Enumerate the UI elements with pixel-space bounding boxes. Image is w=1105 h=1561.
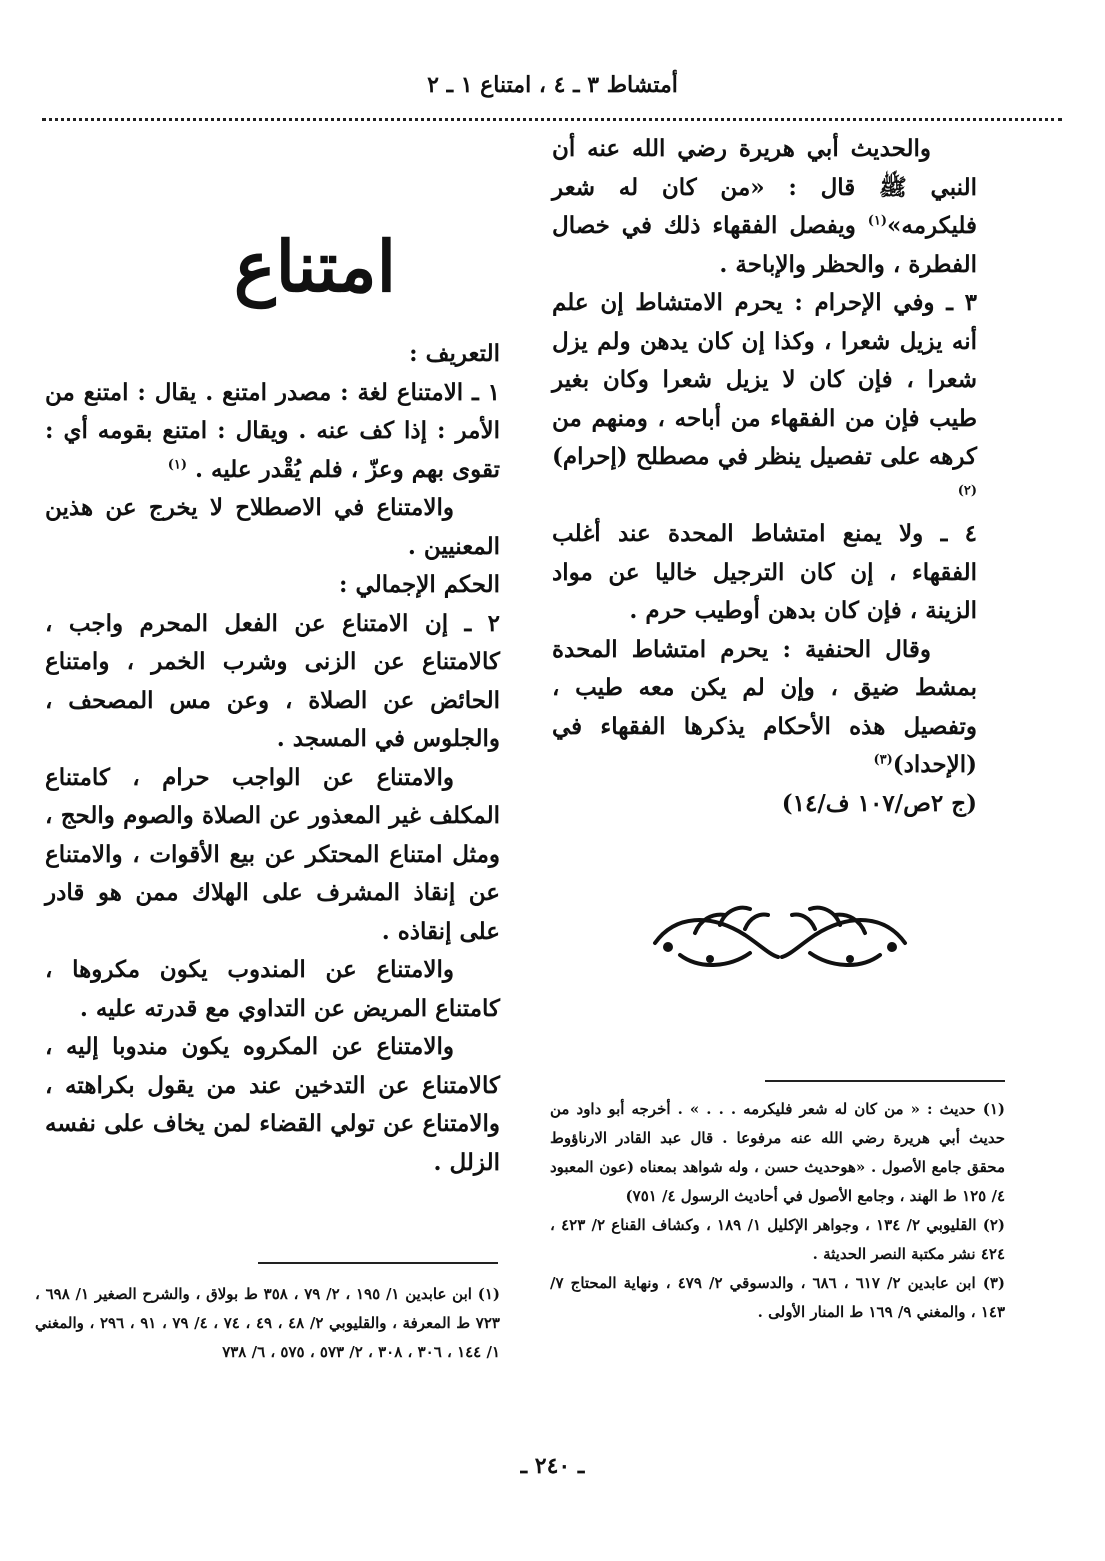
ornament-curve [745, 915, 768, 929]
paragraph-text: والحديث أبي هريرة رضي الله عنه أن النبي ﷺ قال : «من كان له شعر فليكرمه» [552, 135, 977, 239]
footnote-ref: (١) [167, 456, 187, 472]
paragraph-technical: والامتناع في الاصطلاح لا يخرج عن هذين المعنيين . [45, 494, 500, 560]
right-column [552, 130, 977, 823]
paragraph-hanafiyya [552, 631, 977, 785]
ornament-curve [680, 953, 750, 965]
ornament-curve [782, 920, 905, 957]
ornament-curve [810, 908, 840, 925]
section-heading-ruling: الحكم الإجمالي : [339, 571, 500, 598]
paragraph-definition [45, 374, 500, 490]
ornament-dot [706, 955, 714, 963]
footnote-ref: (٢) [957, 482, 977, 498]
footnote: (١) حديث : « من كان له شعر فليكرمه . . . » . أخرجه أبو داود من حديث أبي هريرة رضي الله عنه مرفوعا . قال عبد القادر الارناؤوط محقق جامع الأصول . «هوحديث حسن ، وله شواهد بمعناه (عون المعبود ٤/ ١٢٥ ط الهند ، وجامع الأصول في أحاديث الرسول ٤/ ٧٥١) [550, 1100, 1005, 1205]
ornament-dot [887, 942, 897, 952]
footnote-rule [258, 1262, 498, 1264]
paragraph-ruling: ٢ ـ إن الامتناع عن الفعل المحرم واجب ، كالامتناع عن الزنى وشرب الخمر ، وامتناع الحائض عن الصلاة ، وعن مس المصحف ، والجلوس في المسجد . [45, 609, 500, 752]
footnote-ref: (٣) [873, 752, 893, 768]
footnotes-left [35, 1280, 500, 1367]
paragraph-makruh: والامتناع عن المكروه يكون مندوبا إليه ، كالامتناع عن التدخين عند من يقول بكراهته ، والامتناع عن تولي القضاء لمن يخاف على نفسه الزلل . [45, 1033, 500, 1176]
paragraph-text: ١ ـ الامتناع لغة : مصدر امتنع . يقال : امتنع من الأمر : إذا كف عنه . ويقال : امتنع بقومه أي : تقوى بهم وعزّ ، فلم يُقْدر عليه . [45, 378, 500, 483]
paragraph-mandub: والامتناع عن المندوب يكون مكروها ، كامتناع المريض عن التداوي مع قدرته عليه . [45, 956, 500, 1022]
footnotes-right [550, 1095, 1005, 1327]
footnote: (١) ابن عابدين ١/ ١٩٥ ، ٢/ ٧٩ ، ٣٥٨ ط بولاق ، والشرح الصغير ١/ ٦٩٨ ، ٧٢٣ ط المعرفة ، والقليوبي ٢/ ٤٨ ، ٤٩ ، ٧٤ ، ٤/ ٧٩ ، ٩١ ، ٢٩٦ ، والمغني ١/ ١٤٤ ، ٣٠٦ ، ٣٠٨ ، ٢/ ٥٧٣ ، ٥٧٥ ، ٦/ ٧٣٨ [35, 1285, 500, 1361]
ornament-curve [810, 953, 880, 965]
paragraph-mohidda: ٤ ـ ولا يمنع امتشاط المحدة عند أغلب الفقهاء ، إن كان الترجيل خاليا عن مواد الزينة ، فإن كان بدهن أوطيب حرم . [552, 520, 977, 624]
section-heading-definition: التعريف : [409, 340, 500, 367]
ornament-curve [655, 920, 778, 957]
ornament-dot [663, 942, 673, 952]
footnote: (٢) القليوبي ٢/ ١٣٤ ، وجواهر الإكليل ١/ ١٨٩ ، وكشاف القناع ٢/ ٤٢٣ ، ٤٢٤ نشر مكتبة النصر الحديثة . [550, 1216, 1006, 1263]
paragraph-ihram [552, 284, 977, 515]
page-number: ـ ٢٤٠ ـ [520, 1453, 585, 1479]
entry-title: امتناع [233, 225, 397, 308]
footnote-ref: (١) [867, 213, 888, 229]
ornament-curve [792, 915, 815, 929]
footnote: (٣) ابن عابدين ٢/ ٦١٧ ، ٦٨٦ ، والدسوقي ٢/ ٤٧٩ ، ونهاية المحتاج ٧/ ١٤٣ ، والمغني ٩/ ١٦٩ ط المنار الأولى . [550, 1274, 1006, 1321]
header-dotted-rule [42, 118, 1062, 121]
footnote-rule [765, 1080, 1005, 1082]
running-header: أمتشاط ٣ ـ ٤ ، امتناع ١ ـ ٢ [427, 72, 678, 98]
left-column [45, 335, 500, 1182]
ornament-divider [650, 895, 910, 975]
ornament-dot [846, 955, 854, 963]
paragraph-hadith [552, 130, 977, 284]
paragraph-text: وقال الحنفية : يحرم امتشاط المحدة بمشط ضيق ، وإن لم يكن معه طيب ، وتفصيل هذه الأحكام يذكرها الفقهاء في (الإحداد) [552, 635, 977, 778]
paragraph-cross-ref: (ج ٢ص/١٠٧ ف/١٤) [781, 789, 977, 817]
paragraph-text: ٣ ـ وفي الإحرام : يحرم الامتشاط إن علم أنه يزيل شعرا ، وكذا إن كان يدهن ولم يزل شعرا ، فإن كان لا يزيل شعرا وكان بغير طيب فإن من الفقهاء من أباحه ، ومنهم من كرهه على تفصيل ينظر في مصطلح (إحرام) [552, 289, 977, 470]
ornament-curve [720, 908, 750, 925]
paragraph-wajib: والامتناع عن الواجب حرام ، كامتناع المكلف غير المعذور عن الصلاة والصوم والحج ، ومثل امتناع المحتكر عن بيع الأقوات ، والامتناع عن إنقاذ المشرف على الهلاك ممن هو قادر على إنقاذه . [45, 763, 500, 945]
paragraph-text: ويفصل الفقهاء ذلك في خصال الفطرة ، والحظر والإباحة . [552, 212, 977, 278]
